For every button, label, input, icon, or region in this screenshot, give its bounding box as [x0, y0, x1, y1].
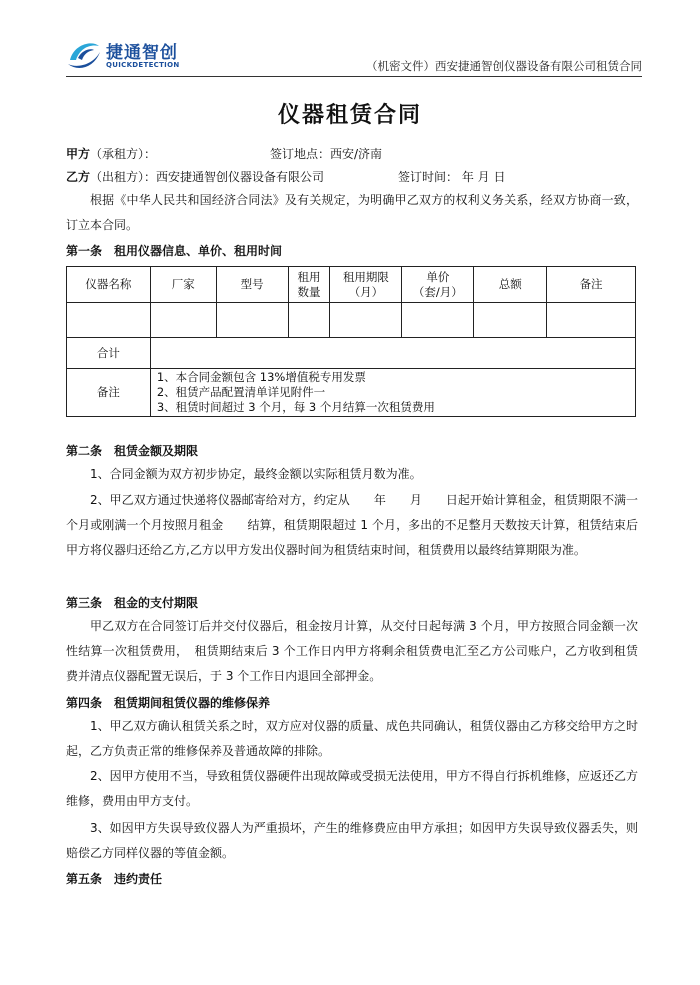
table-total-row — [67, 338, 636, 369]
party-a-line — [66, 145, 156, 162]
total-label: 合计 — [67, 338, 151, 369]
table-cell — [330, 303, 402, 338]
confidential-header-note: （机密文件）西安捷通智创仪器设备有限公司租赁合同 — [366, 59, 642, 73]
party-a-role: （承租方）： — [90, 147, 157, 161]
section2-paragraph-2: 2、甲乙双方通过快递将仪器邮寄给对方，约定从 年 月 日起开始计算租金，租赁期限不满一个月或刚满一个月按照月租金 结算，租赁期限超过 1 个月，多出的不足整月天数按天计算，租赁结束后甲方将仪器归还给乙方,乙方以甲方发出仪器时间为租赁结束时间，租赁费用以最终结算期限为准。 — [66, 493, 638, 557]
note-line: 2、租赁产品配置清单详见附件一 — [156, 385, 326, 399]
section3-paragraph-1: 甲乙双方在合同签订后并交付仪器后，租金按月计算，从交付日起每满 3 个月，甲方按照合同金额一次性结算一次租赁费用， 租赁期结束后 3 个工作日内甲方将剩余租赁费电汇至乙方公司账户，乙方收到租赁费并清点仪器配置无误后，于 3 个工作日内退回全部押金。 — [66, 619, 638, 683]
section2-paragraph-1: 1、合同金额为双方初步协定，最终金额以实际租赁月数为准。 — [90, 467, 422, 481]
logo-swoosh-icon — [66, 38, 102, 72]
section4-paragraph-2: 2、因甲方使用不当，导致租赁仪器硬件出现故障或受损无法使用，甲方不得自行拆机维修，应返还乙方维修，费用由甲方支付。 — [66, 769, 638, 808]
col-header-remarks: 备注 — [547, 267, 636, 303]
section4-paragraph-3: 3、如因甲方失误导致仪器人为严重损坏，产生的维修费应由甲方承担；如因甲方失误导致仪器丢失，则赔偿乙方同样仪器的等值金额。 — [66, 821, 638, 860]
table-cell — [547, 303, 636, 338]
table-notes-row — [67, 369, 636, 417]
table-header-row — [67, 267, 636, 303]
party-b-line — [66, 168, 324, 185]
party-b-label: 乙方 — [66, 170, 91, 184]
col-header-period: 租用期限 （月） — [330, 267, 402, 303]
logo-brand-cn: 捷通智创 — [106, 43, 178, 63]
col-header-quantity: 租用 数量 — [288, 267, 330, 303]
company-logo — [66, 34, 186, 76]
total-value-cell — [150, 338, 635, 369]
col-header-manufacturer: 厂家 — [150, 267, 216, 303]
section2-heading: 第二条 租赁金额及期限 — [66, 444, 199, 458]
table-cell — [402, 303, 474, 338]
party-a-label: 甲方 — [66, 147, 91, 161]
table-cell — [474, 303, 547, 338]
sign-place: 签订地点：西安/济南 — [270, 147, 383, 161]
col-header-total: 总额 — [474, 267, 547, 303]
sign-time: 签订时间： 年 月 日 — [398, 170, 506, 184]
notes-label: 备注 — [67, 369, 151, 417]
table-cell — [216, 303, 288, 338]
section5-heading: 第五条 违约责任 — [66, 872, 163, 886]
col-header-unit-price: 单价 （套/月） — [402, 267, 474, 303]
note-line: 1、本合同金额包含 13%增值税专用发票 — [156, 370, 366, 384]
intro-paragraph: 根据《中华人民共和国经济合同法》及有关规定，为明确甲乙双方的权利义务关系，经双方协商一致，订立本合同。 — [66, 193, 638, 232]
logo-brand-en: QUICKDETECTION — [106, 61, 180, 69]
col-header-instrument: 仪器名称 — [67, 267, 151, 303]
section1-heading: 第一条 租用仪器信息、单价、租用时间 — [66, 244, 283, 258]
section3-heading: 第三条 租金的支付期限 — [66, 596, 199, 610]
header-divider — [66, 76, 642, 77]
note-line: 3、租赁时间超过 3 个月，每 3 个月结算一次租赁费用 — [156, 400, 435, 414]
rental-info-table — [66, 266, 636, 417]
notes-cell — [150, 369, 635, 417]
table-cell — [150, 303, 216, 338]
table-cell — [67, 303, 151, 338]
section4-heading: 第四条 租赁期间租赁仪器的维修保养 — [66, 696, 271, 710]
party-b-role: （出租方）：西安捷通智创仪器设备有限公司 — [90, 170, 325, 184]
table-cell — [288, 303, 330, 338]
table-row — [67, 303, 636, 338]
col-header-model: 型号 — [216, 267, 288, 303]
document-title: 仪器租赁合同 — [277, 103, 422, 128]
section4-paragraph-1: 1、甲乙双方确认租赁关系之时，双方应对仪器的质量、成色共同确认，租赁仪器由乙方移交给甲方之时起，乙方负责正常的维修保养及普通故障的排除。 — [66, 719, 638, 758]
